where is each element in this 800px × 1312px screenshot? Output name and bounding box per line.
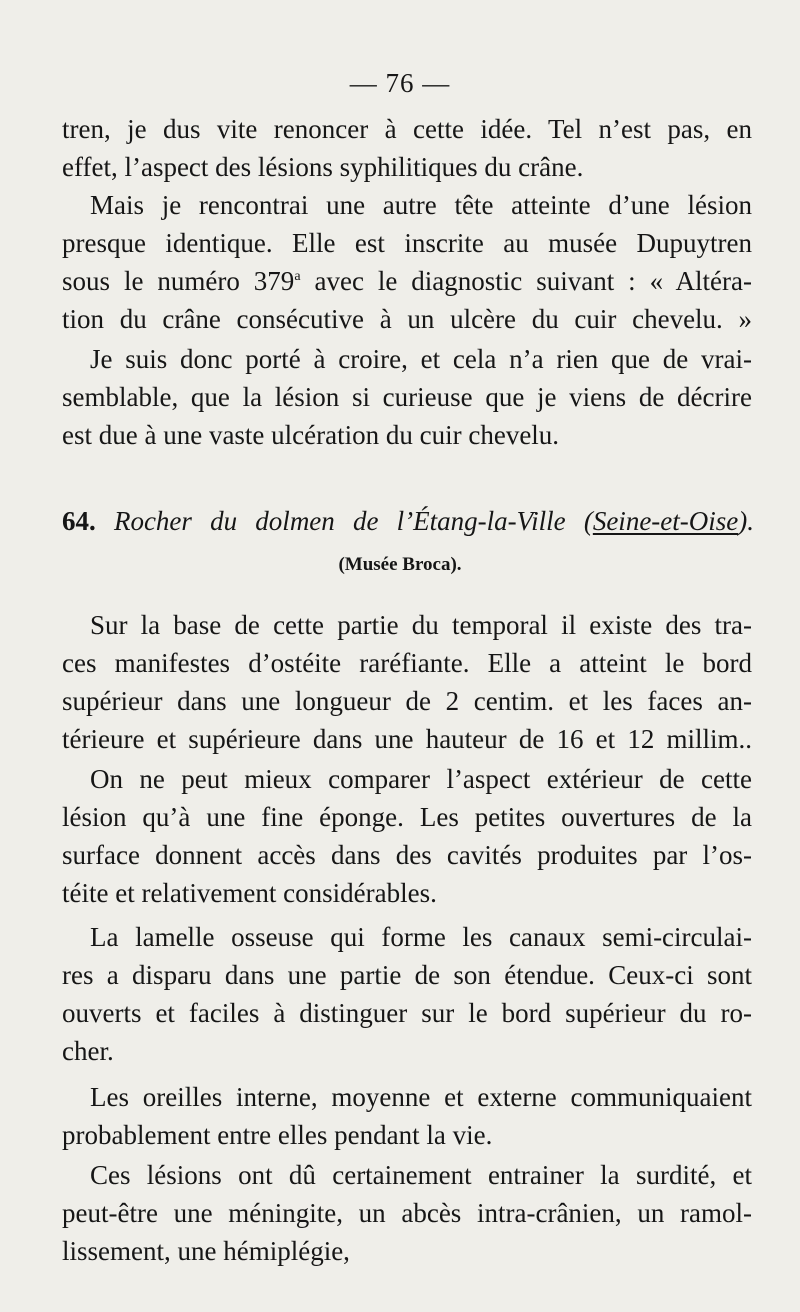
text-line: est due à une vaste ulcération du cuir chevelu. <box>62 420 560 450</box>
section-source: (Musée Broca). <box>338 554 462 575</box>
text-line: supérieur dans une longueur de 2 centim. et les faces an- <box>62 686 752 716</box>
paragraph-lesion-location <box>62 606 752 758</box>
section-paren: ( <box>583 506 593 536</box>
text-line: effet, l’aspect des lésions syphilitiques du crâne. <box>62 152 584 182</box>
paragraph-continuation <box>62 110 752 186</box>
text-line: tion du crâne consécutive à un ulcère du cuir chevelu. » <box>62 304 752 334</box>
paragraph-sponge <box>62 760 752 912</box>
paragraph-ears <box>62 1078 752 1154</box>
section-number: 64. <box>62 506 96 536</box>
text-line: lissement, une hémiplégie, <box>62 1236 350 1266</box>
text-fragment: avec le diagnostic suivant : « Altéra- <box>300 266 752 296</box>
text-line: ouverts et faciles à distinguer sur le bord supérieur du ro- <box>62 998 752 1028</box>
text-line: tren, je dus vite renoncer à cette idée. Tel n’est pas, en <box>62 114 752 144</box>
text-line: On ne peut mieux comparer l’aspect extérieur de cette <box>90 764 752 794</box>
text-fragment: sous le numéro 379 <box>62 266 295 296</box>
section-heading <box>62 502 754 540</box>
paragraph-dupuytren <box>62 186 752 338</box>
superscript: a <box>294 269 301 284</box>
text-line: Mais je rencontrai une autre tête atteinte d’une lésion <box>90 190 752 220</box>
text-line: térieure et supérieure dans une hauteur de 16 et 12 millim.. <box>62 724 752 754</box>
text-line: Je suis donc porté à croire, et cela n’a rien que de vrai- <box>90 344 752 374</box>
text-line: probablement entre elles pendant la vie. <box>62 1120 493 1150</box>
text-line-with-superscript <box>62 262 752 300</box>
text-line: presque identique. Elle est inscrite au musée Dupuytren <box>62 228 752 258</box>
text-line: peut-être une méningite, un abcès intra-crânien, un ramol- <box>62 1198 752 1228</box>
text-line: téite et relativement considérables. <box>62 878 437 908</box>
text-line: lésion qu’à une fine éponge. Les petites ouvertures de la <box>62 802 752 832</box>
text-line: Ces lésions ont dû certainement entrainer la surdité, et <box>90 1160 752 1190</box>
section-paren: ). <box>738 506 755 536</box>
text-line: semblable, que la lésion si curieuse que je viens de décrire <box>62 382 752 412</box>
text-line: Sur la base de cette partie du temporal il existe des tra- <box>90 610 752 640</box>
paragraph-canals <box>62 918 752 1070</box>
text-line: La lamelle osseuse qui forme les canaux semi-circulai- <box>90 922 752 952</box>
text-line: Les oreilles interne, moyenne et externe communiquaient <box>90 1082 752 1112</box>
section-title: Rocher du dolmen de l’Étang-la-Ville <box>113 506 566 536</box>
text-line: surface donnent accès dans des cavités produites par l’os- <box>62 840 752 870</box>
paragraph-consequences <box>62 1156 752 1270</box>
text-line: res a disparu dans une partie de son étendue. Ceux-ci sont <box>62 960 752 990</box>
paragraph-conclusion <box>62 340 752 454</box>
text-line: ces manifestes d’ostéite raréfiante. Elle a atteint le bord <box>62 648 752 678</box>
page-number: — 76 — <box>349 68 451 98</box>
text-line: cher. <box>62 1036 114 1066</box>
section-location: Seine-et-Oise <box>592 506 739 536</box>
